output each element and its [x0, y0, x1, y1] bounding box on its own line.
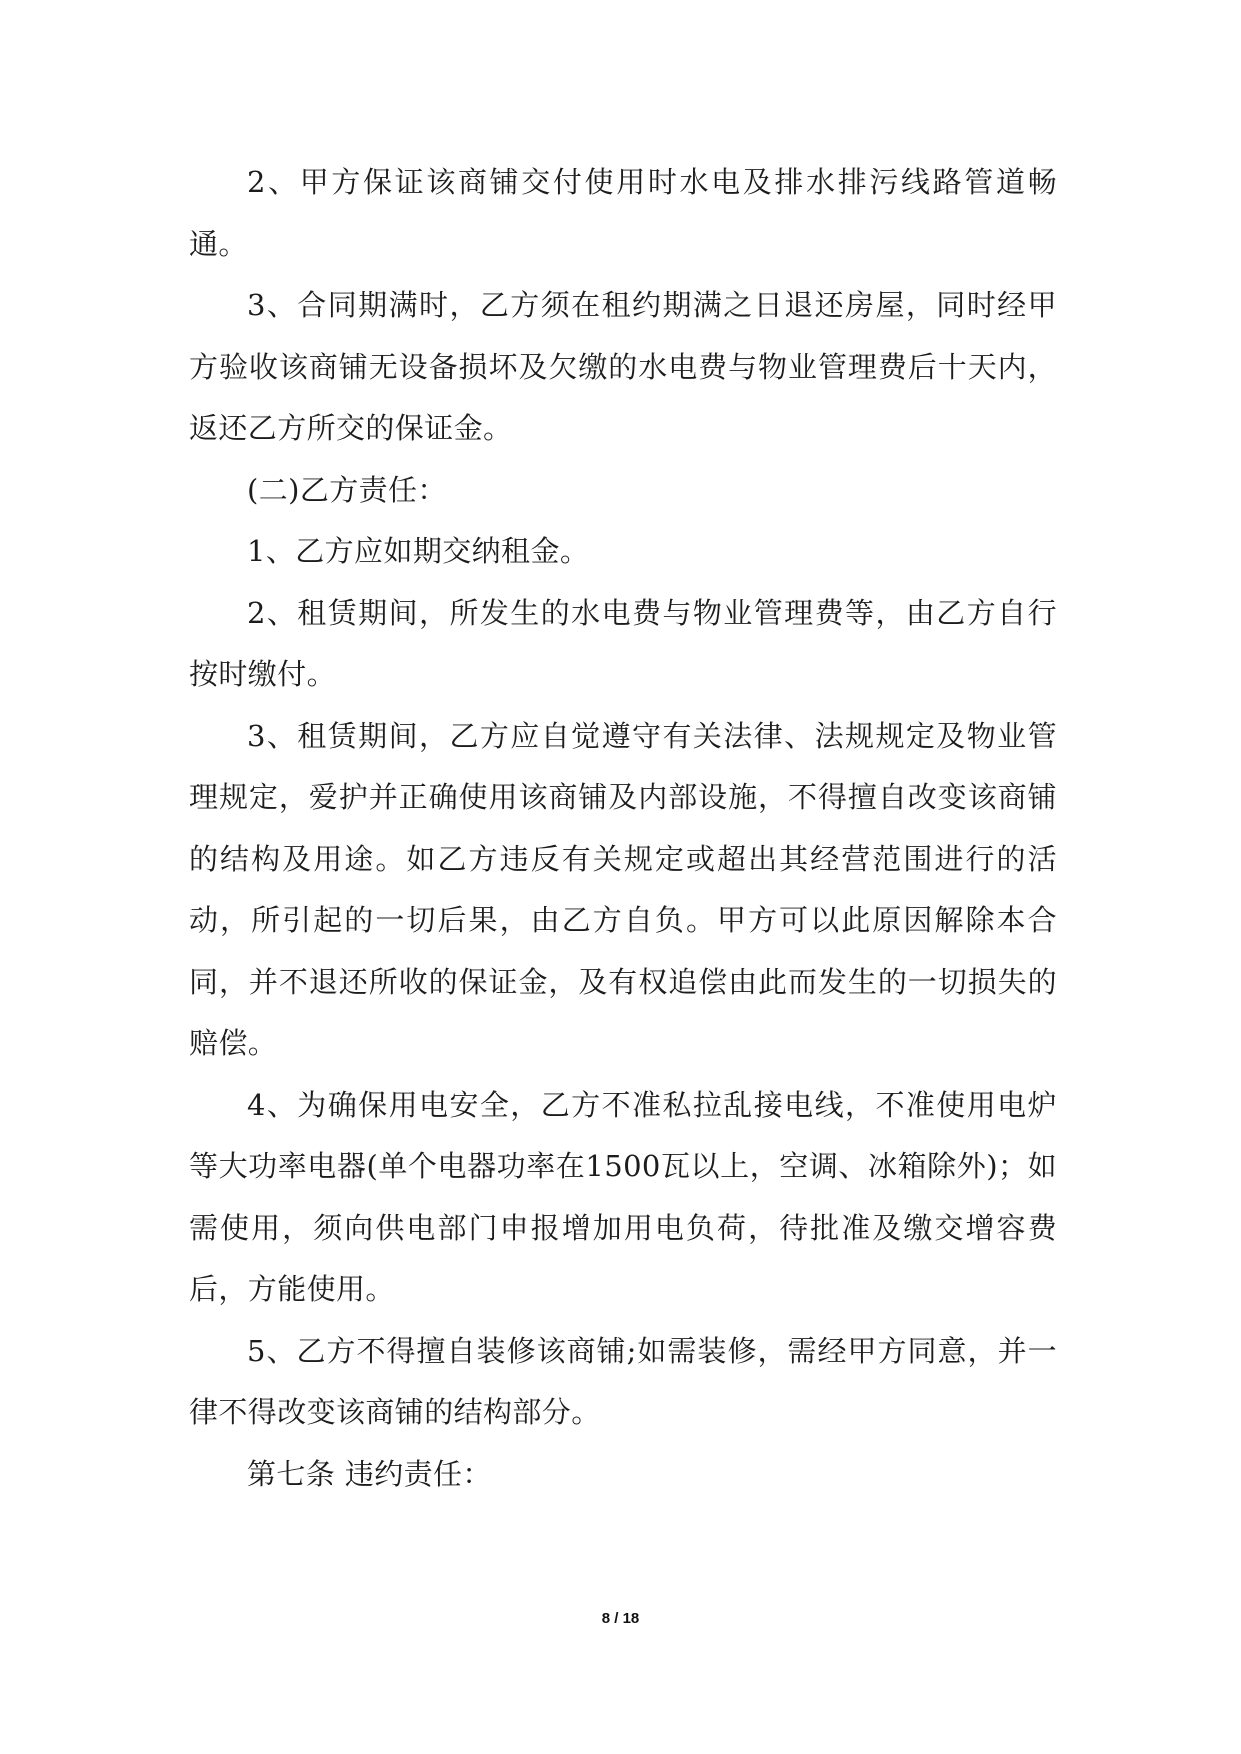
article-seven-heading: 第七条 违约责任： — [247, 1456, 492, 1491]
paragraph-landlord-clause-2: 2、甲方保证该商铺交付使用时水电及排水排污线路管道畅通。 — [189, 165, 1057, 261]
paragraph-tenant-clause-1: 1、乙方应如期交纳租金。 — [247, 534, 590, 568]
page-number: 8 / 18 — [601, 1610, 640, 1627]
paragraph-tenant-clause-2: 2、租赁期间，所发生的水电费与物业管理费等，由乙方自行按时缴付。 — [189, 595, 1057, 691]
section-heading-tenant-responsibility: (二)乙方责任： — [247, 472, 447, 507]
paragraph-tenant-clause-3: 3、租赁期间，乙方应自觉遵守有关法律、法规规定及物业管理规定，爱护并正确使用该商铺及内部设施，不得擅自改变该商铺的结构及用途。如乙方违反有关规定或超出其经营范围进行的活动，所引起的一切后果，由乙方自负。甲方可以此原因解除本合同，并不退还所收的保证金，及有权追偿由此而发生的一切损失的赔偿。 — [189, 718, 1057, 1060]
paragraph-tenant-clause-5: 5、乙方不得擅自装修该商铺;如需装修，需经甲方同意，并一律不得改变该商铺的结构部分。 — [189, 1333, 1057, 1429]
paragraph-tenant-clause-4: 4、为确保用电安全，乙方不准私拉乱接电线，不准使用电炉等大功率电器(单个电器功率在1500瓦以上，空调、冰箱除外)；如需使用，须向供电部门申报增加用电负荷，待批准及缴交增容费后，方能使用。 — [189, 1087, 1057, 1306]
document-body — [189, 152, 1057, 1505]
paragraph-landlord-clause-3: 3、合同期满时，乙方须在租约期满之日退还房屋，同时经甲方验收该商铺无设备损坏及欠缴的水电费与物业管理费后十天内，返还乙方所交的保证金。 — [189, 288, 1057, 445]
